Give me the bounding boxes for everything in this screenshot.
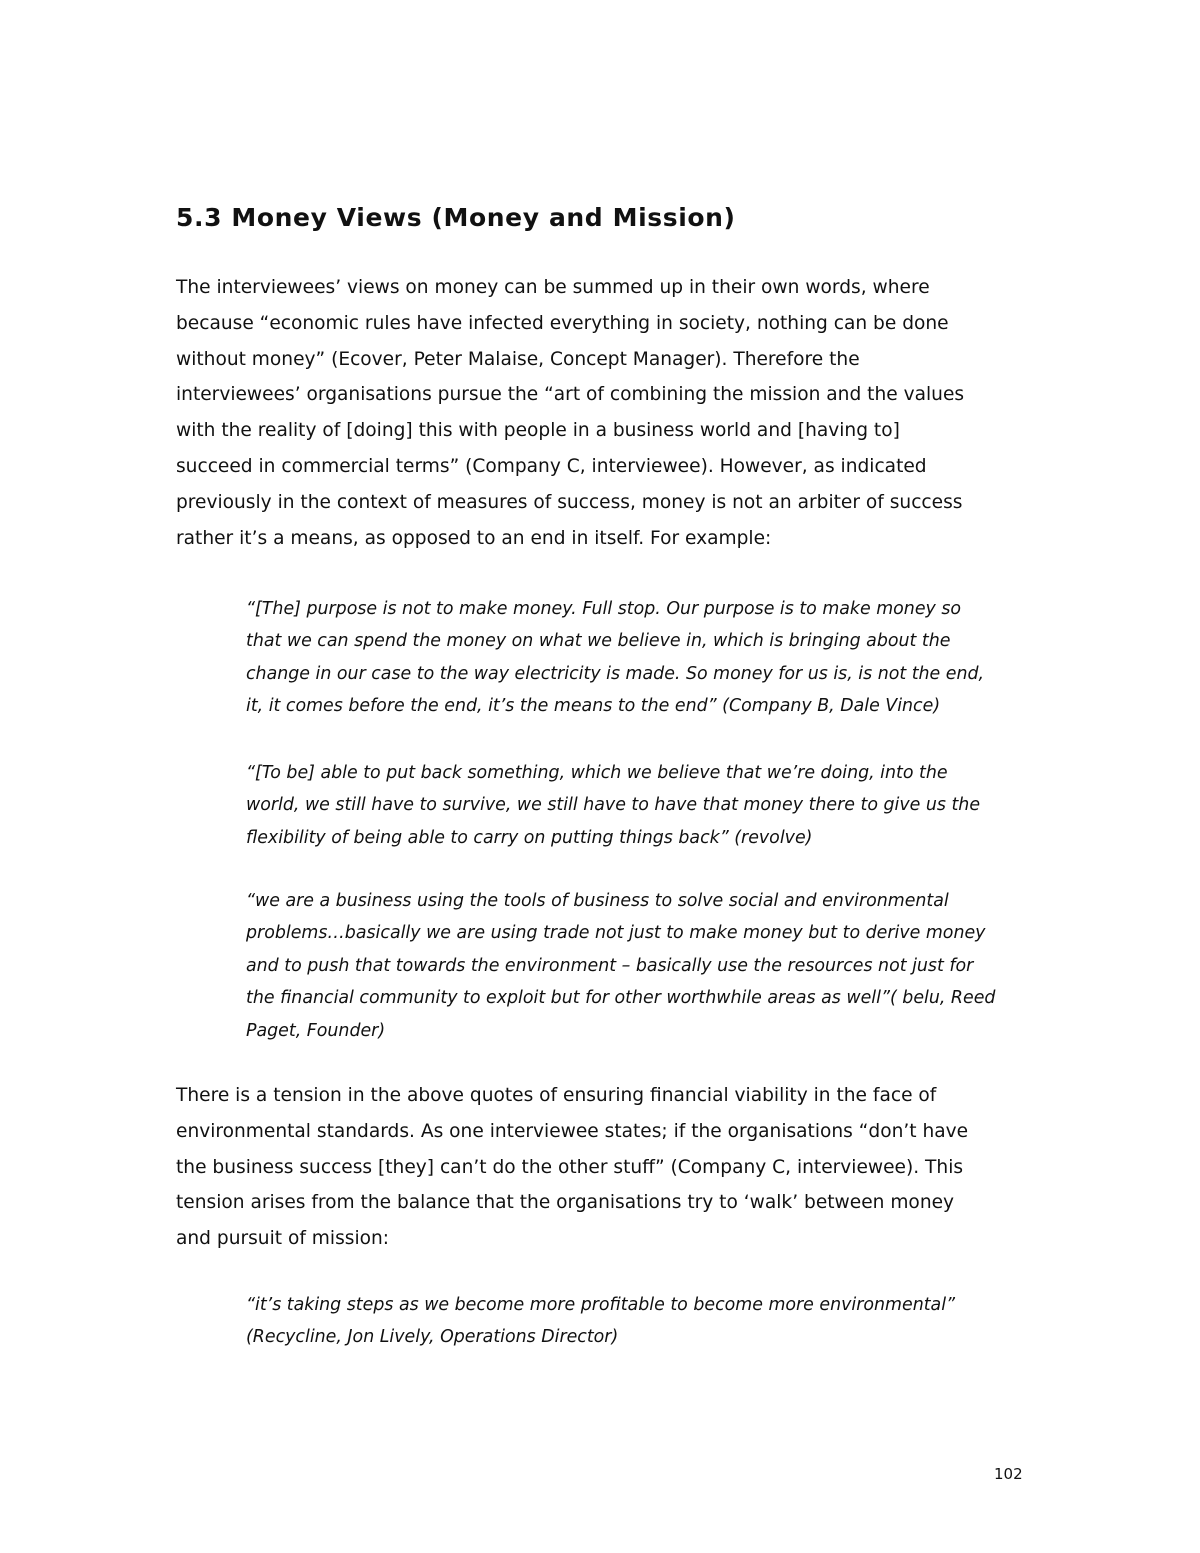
document-page — [176, 0, 1036, 1553]
quote-line: Paget, Founder) — [246, 1020, 386, 1041]
text-line: and pursuit of mission: — [176, 1228, 390, 1250]
body-paragraph-2 — [176, 1078, 1036, 1257]
text-line: previously in the context of measures of success, money is not an arbiter of success — [176, 491, 963, 513]
text-line: environmental standards. As one interviewee states; if the organisations “don’t have — [176, 1120, 969, 1142]
quote-line: world, we still have to survive, we still have to have that money there to give us the — [246, 795, 981, 816]
quote-line: and to push that towards the environment – basically use the resources not just for — [246, 955, 974, 976]
quote-line: problems…basically we are using trade not just to make money but to derive money — [246, 923, 986, 944]
quote-line: (Recycline, Jon Lively, Operations Director) — [246, 1327, 619, 1348]
block-quote-2 — [246, 757, 1026, 854]
quote-line: “[To be] able to put back something, which we believe that we’re doing, into the — [246, 763, 948, 783]
quote-line: it, it comes before the end, it’s the means to the end” (Company B, Dale Vince) — [246, 696, 941, 717]
body-paragraph-1 — [176, 270, 1036, 556]
quote-line: flexibility of being able to carry on putting things back” (revolve) — [246, 827, 813, 848]
quote-line: the financial community to exploit but for other worthwhile areas as well”( belu, Reed — [246, 988, 996, 1009]
block-quote-1 — [246, 593, 1026, 723]
text-line: There is a tension in the above quotes of ensuring financial viability in the face of — [176, 1085, 937, 1106]
text-line: without money” (Ecover, Peter Malaise, Concept Manager). Therefore the — [176, 348, 860, 370]
page-number: 102 — [994, 1465, 1023, 1483]
text-line: with the reality of [doing] this with people in a business world and [having to] — [176, 420, 900, 442]
quote-line: “it’s taking steps as we become more profitable to become more environmental” — [246, 1295, 956, 1315]
block-quote-4 — [246, 1289, 1026, 1354]
text-line: interviewees’ organisations pursue the “art of combining the mission and the values — [176, 384, 965, 406]
text-line: The interviewees’ views on money can be summed up in their own words, where — [176, 277, 930, 298]
quote-line: change in our case to the way electricity is made. So money for us is, is not the end, — [246, 663, 985, 684]
text-line: the business success [they] can’t do the other stuff” (Company C, interviewee). This — [176, 1156, 964, 1178]
text-line: because “economic rules have infected everything in society, nothing can be done — [176, 312, 949, 334]
quote-line: “we are a business using the tools of business to solve social and environmental — [246, 891, 949, 911]
section-heading: 5.3 Money Views (Money and Mission) — [176, 203, 736, 232]
quote-line: “[The] purpose is not to make money. Full stop. Our purpose is to make money so — [246, 599, 962, 619]
block-quote-3 — [246, 885, 1026, 1047]
quote-line: that we can spend the money on what we believe in, which is bringing about the — [246, 631, 951, 652]
text-line: rather it’s a means, as opposed to an end in itself. For example: — [176, 527, 772, 549]
text-line: succeed in commercial terms” (Company C, interviewee). However, as indicated — [176, 455, 927, 477]
text-line: tension arises from the balance that the organisations try to ‘walk’ between money — [176, 1192, 955, 1214]
